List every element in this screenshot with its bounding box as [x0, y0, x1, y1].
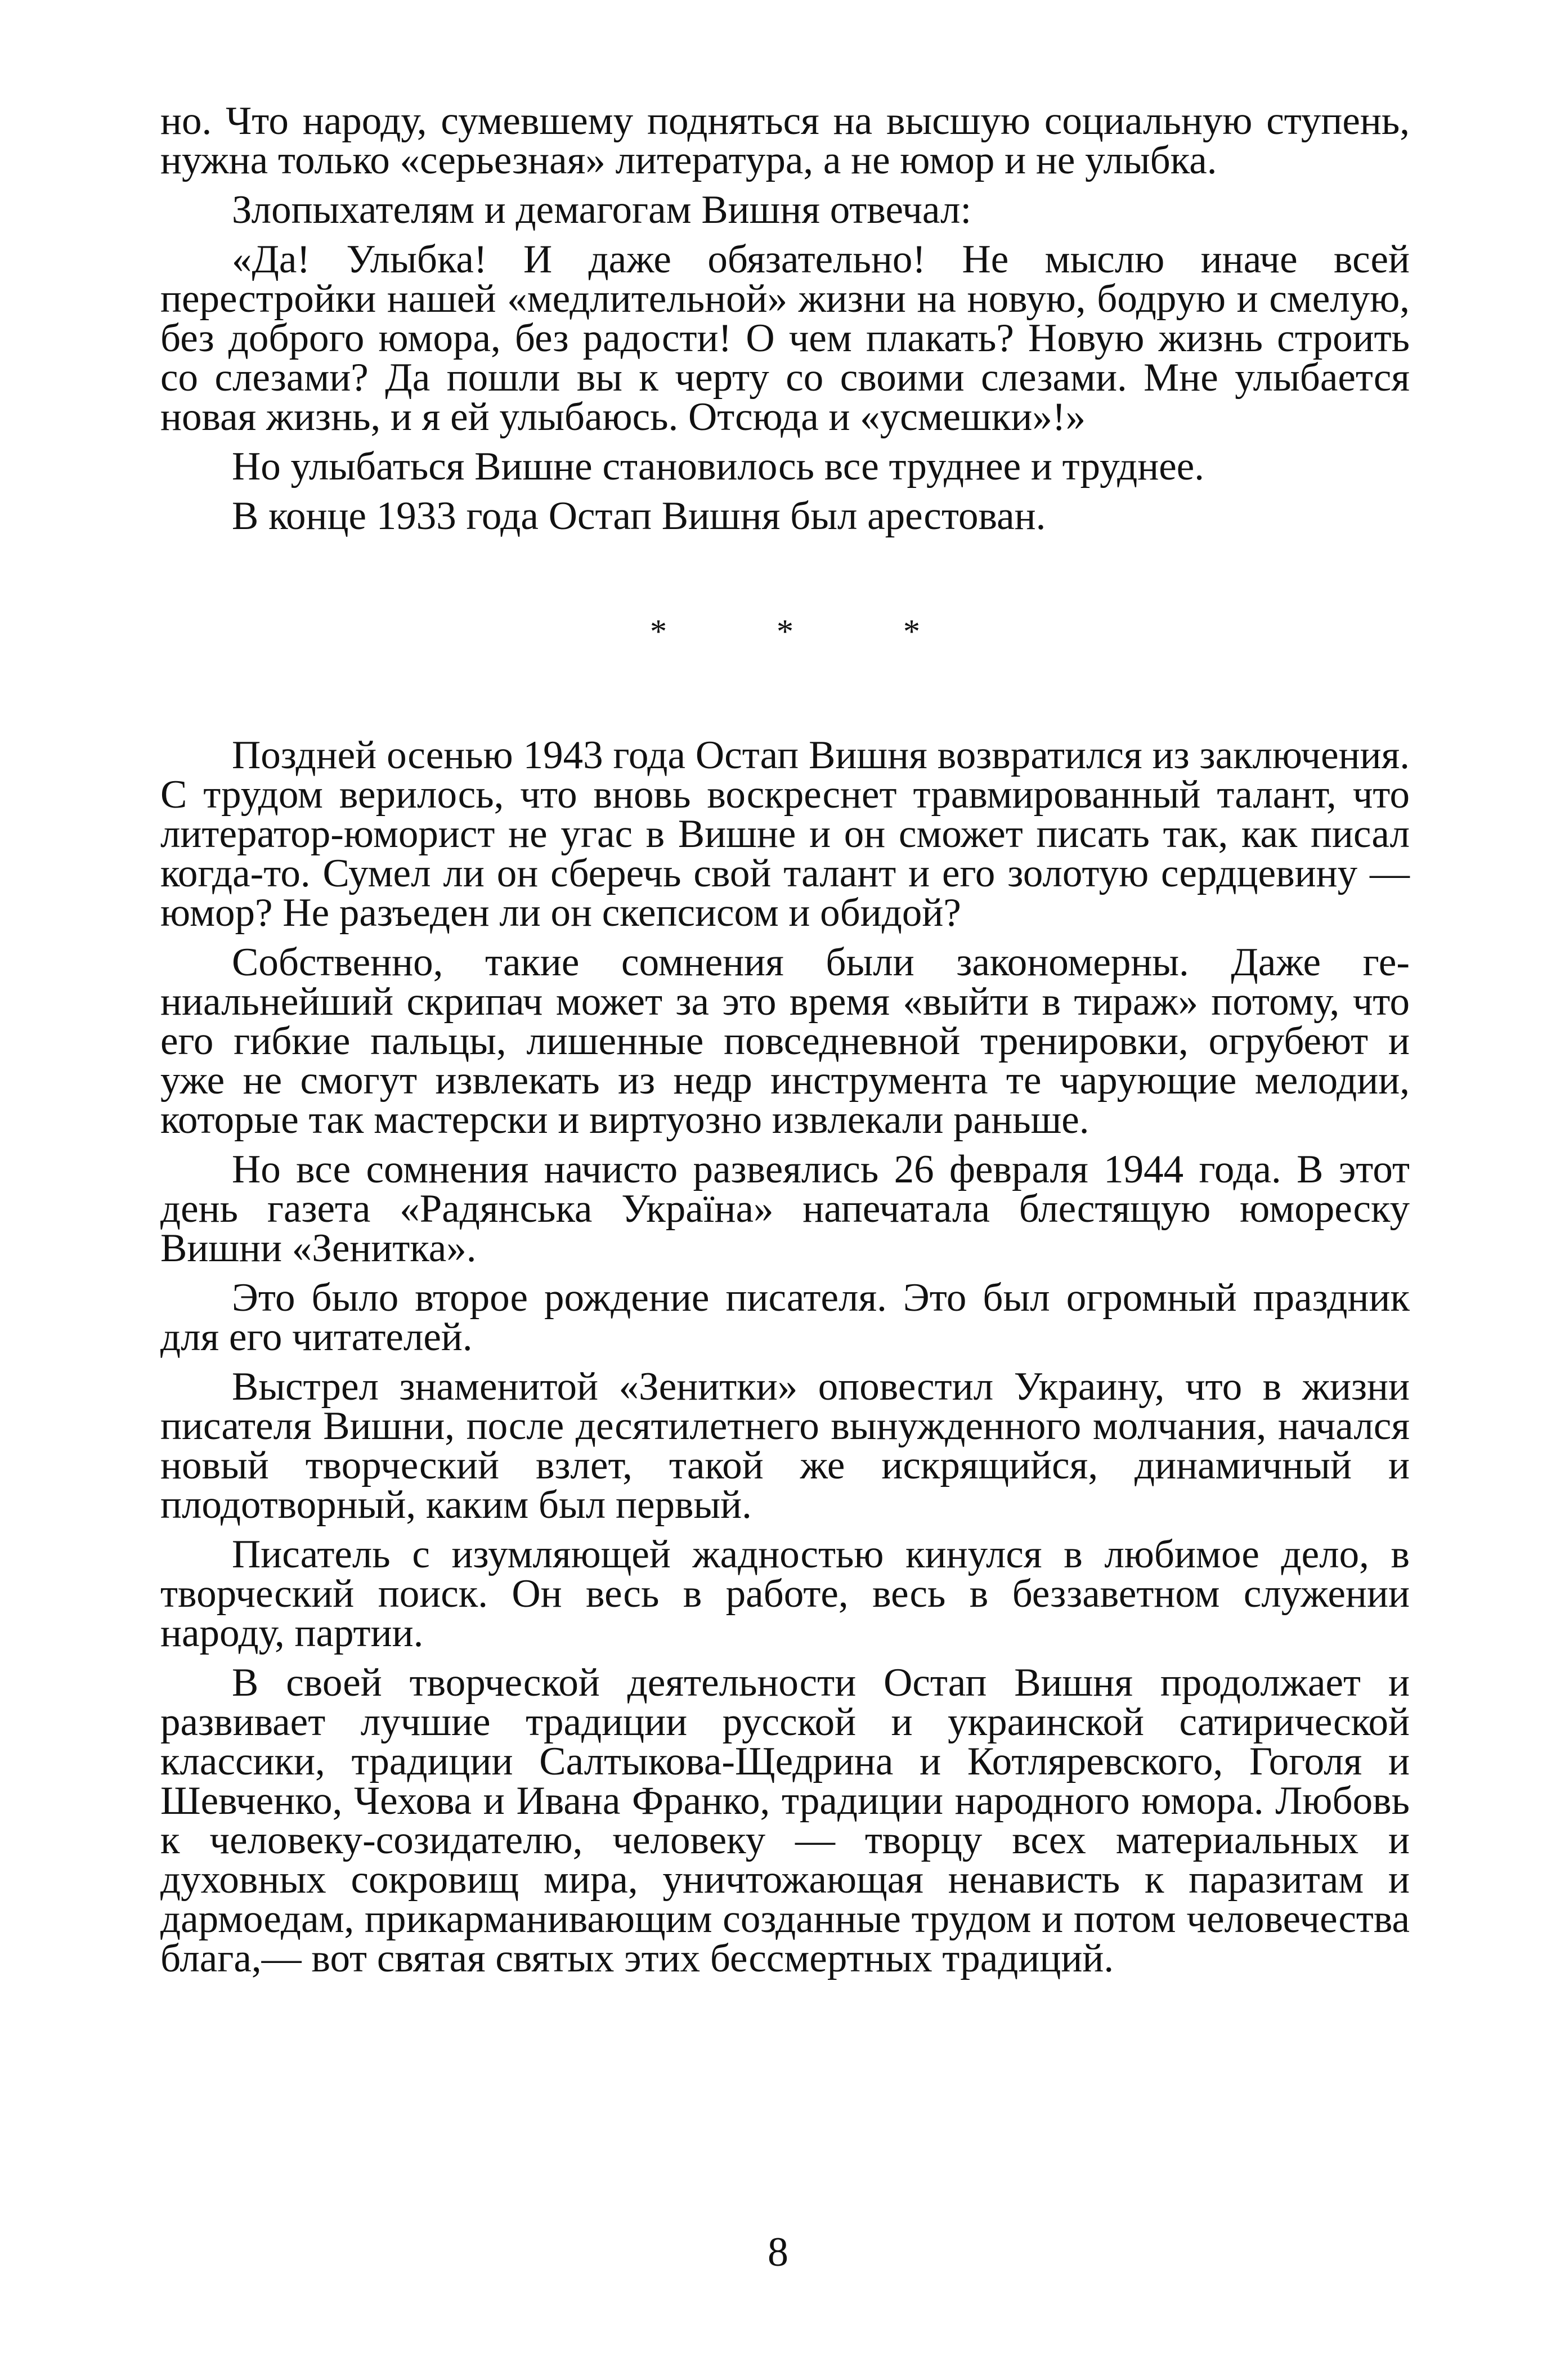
paragraph: Это было второе рождение писателя. Это был огромный праздник для его читателей. — [160, 1276, 1410, 1359]
paragraph: Поздней осенью 1943 года Остап Вишня возвратился из заключения. С трудом верилось, что вновь воскреснет травмированный талант, что литератор-юморист не угас в Вишне и он сможет писать так, как писал когда-то. Сумел ли он сберечь свой талант и его золотую сердцевину — юмор? Не разъеден ли он скепсисом и обидой? — [160, 733, 1410, 935]
paragraph: Злопыхателям и демагогам Вишня отвечал: — [232, 188, 972, 232]
paragraph: В своей творческой деятельности Остап Вишня продолжает и развивает лучшие традиции русской и украинской сатирической классики, традиции Салтыкова-Щедрина и Котляревского, Гоголя и Шевченко, Чехова и Ивана Франко, традиции народного юмора. Любовь к человеку-созидателю, человеку — творцу всех материальных и духовных сокровищ мира, уничтожающая ненависть к паразитам и дармоедам, прикарманивающим созданные трудом и потом человечества блага,— вот святая святых этих бессмертных традиций. — [160, 1661, 1410, 1980]
paragraph: Выстрел знаменитой «Зенитки» оповестил Украину, что в жизни писателя Вишни, после десятилетнего вынужденного молчания, начался новый творческий взлет, такой же искрящийся, динамичный и плодотворный, каким был первый. — [160, 1365, 1410, 1527]
paragraph: Писатель с изумляющей жадностью кинулся в любимое дело, в творческий поиск. Он весь в работе, весь в беззаветном служении народу, партии. — [160, 1532, 1410, 1655]
paragraph: Собственно, такие сомнения были закономерны. Даже гениальнейший скрипач может за это время «выйти в тираж» потому, что его гибкие пальцы, лишенные повседневной тренировки, огрубеют и уже не смогут извлекать из недр инструмента те чарующие мелодии, которые так мастерски и виртуозно извлекали раньше. — [160, 940, 1410, 1142]
paragraph: Но все сомнения начисто развеялись 26 февраля 1944 года. В этот день газета «Радянська Україна» напечатала блестящую юмореску Вишни «Зенитка». — [160, 1148, 1410, 1270]
paragraph: В конце 1933 года Остап Вишня был арестован. — [232, 494, 1046, 538]
paragraph: «Да! Улыбка! И даже обязательно! Не мыслю иначе всей перестройки нашей «медлительной» жизни на новую, бодрую и смелую, без доброго юмора, без радости! О чем плакать? Новую жизнь строить со слезами? Да пошли вы к черту со своими слезами. Мне улыбается новая жизнь, и я ей улыбаюсь. Отсюда и «усмешки»!» — [160, 237, 1410, 439]
section-separator: * * * — [650, 613, 971, 650]
page-number: 8 — [768, 2229, 788, 2275]
paragraph: нo. Что народу, сумевшему подняться на высшую социальную ступень, нужна только «серьезная» литература, а не юмор и не улыбка. — [160, 99, 1410, 182]
paragraph: Но улыбаться Вишне становилось все труднее и труднее. — [232, 445, 1204, 488]
page-body — [160, 101, 1410, 1988]
